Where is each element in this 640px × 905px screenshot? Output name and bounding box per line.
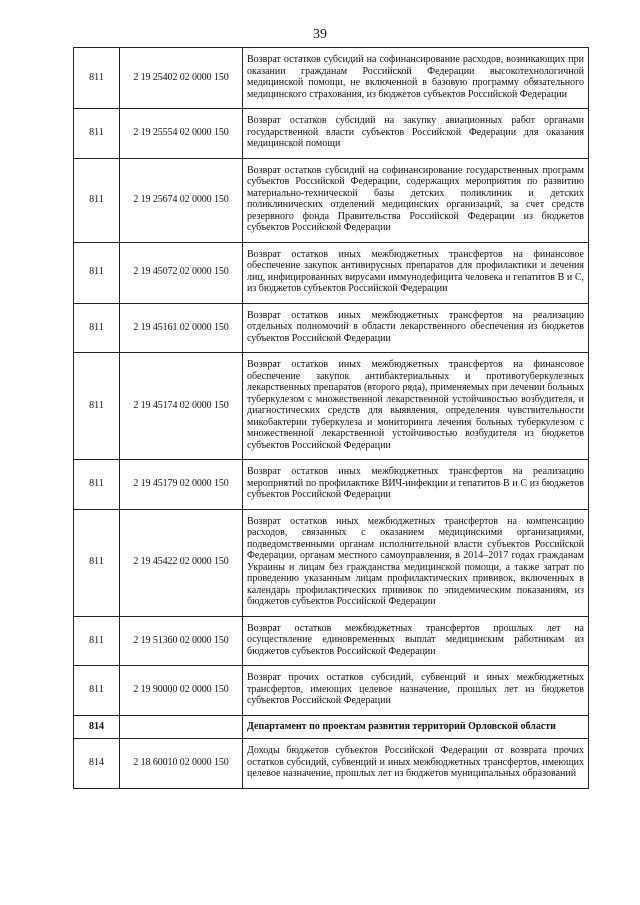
budget-code-cell: 2 19 25554 02 0000 150 [120, 109, 243, 159]
table-row [74, 353, 589, 460]
description-cell: Возврат остатков субсидий на закупку авиационных работ органами государственной власти субъектов Российской Федерации для оказания медицинской помощи [243, 109, 589, 159]
admin-code-cell: 811 [74, 509, 120, 616]
income-codes-table [73, 47, 589, 789]
table-row [74, 509, 589, 616]
description-cell: Доходы бюджетов субъектов Российской Федерации от возврата прочих остатков субсидий, субвенций и иных межбюджетных трансфертов, имеющих целевое назначение, прошлых лет из бюджетов муниципальных образований [243, 739, 589, 789]
description-cell: Возврат остатков иных межбюджетных трансфертов на финансовое обеспечение закупок антивирусных препаратов для профилактики и лечения лиц, инфицированных вирусами иммунодефицита человека и гепатитов В и С, из бюджетов субъектов Российской Федерации [243, 242, 589, 303]
budget-code-cell: 2 18 60010 02 0000 150 [120, 739, 243, 789]
admin-code-cell: 814 [74, 739, 120, 789]
budget-code-cell [120, 715, 243, 739]
table-row [74, 158, 589, 242]
table-row [74, 48, 589, 109]
table-row [74, 242, 589, 303]
description-cell: Возврат остатков межбюджетных трансфертов прошлых лет на осуществление единовременных выплат медицинским работникам из бюджетов субъектов Российской Федерации [243, 616, 589, 666]
table-row [74, 303, 589, 353]
admin-code-cell: 811 [74, 242, 120, 303]
budget-code-cell: 2 19 45072 02 0000 150 [120, 242, 243, 303]
admin-code-cell: 811 [74, 48, 120, 109]
description-cell: Возврат остатков иных межбюджетных трансфертов на финансовое обеспечение закупок антибактериальных и противотуберкулезных лекарственных препаратов (второго ряда), применяемых при лечении больных туберкулезом с множественной лекарственной устойчивостью возбудителя, и диагностических средств для выявления, определения чувствительности микобактерии туберкулеза и мониторинга лечения больных туберкулезом с множественной лекарственной устойчивостью возбудителя из бюджетов субъектов Российской Федерации [243, 353, 589, 460]
admin-code-cell: 811 [74, 460, 120, 510]
admin-code-cell: 811 [74, 666, 120, 716]
admin-code-cell: 811 [74, 158, 120, 242]
admin-code-cell: 814 [74, 715, 120, 739]
table-row [74, 666, 589, 716]
budget-code-cell: 2 19 25402 02 0000 150 [120, 48, 243, 109]
table-row [74, 739, 589, 789]
admin-code-cell: 811 [74, 616, 120, 666]
budget-code-cell: 2 19 45161 02 0000 150 [120, 303, 243, 353]
budget-code-cell: 2 19 45174 02 0000 150 [120, 353, 243, 460]
admin-code-cell: 811 [74, 353, 120, 460]
description-cell: Возврат остатков субсидий на софинансирование государственных программ субъектов Российской Федерации, содержащих мероприятия по развитию материально-технической базы детских поликлиник и детских поликлинических отделений медицинских организаций, за счет средств резервного фонда Правительства Российской Федерации из бюджетов субъектов Российской Федерации [243, 158, 589, 242]
budget-code-cell: 2 19 25674 02 0000 150 [120, 158, 243, 242]
table-row [74, 616, 589, 666]
page-number: 39 [313, 27, 327, 42]
table-row [74, 109, 589, 159]
description-cell: Возврат прочих остатков субсидий, субвенций и иных межбюджетных трансфертов, имеющих целевое назначение, прошлых лет из бюджетов субъектов Российской Федерации [243, 666, 589, 716]
admin-code-cell: 811 [74, 109, 120, 159]
description-cell: Возврат остатков иных межбюджетных трансфертов на реализацию отдельных полномочий в области лекарственного обеспечения из бюджетов субъектов Российской Федерации [243, 303, 589, 353]
description-cell: Возврат остатков иных межбюджетных трансфертов на реализацию мероприятий по профилактике ВИЧ-инфекции и гепатитов В и С из бюджетов субъектов Российской Федерации [243, 460, 589, 510]
section-title-cell: Департамент по проектам развития территорий Орловской области [243, 715, 589, 739]
description-cell: Возврат остатков субсидий на софинансирование расходов, возникающих при оказании гражданам Российской Федерации высокотехнологичной медицинской помощи, не включенной в базовую программу обязательного медицинского страхования, из бюджетов субъектов Российской Федерации [243, 48, 589, 109]
budget-code-cell: 2 19 45179 02 0000 150 [120, 460, 243, 510]
budget-code-cell: 2 19 90000 02 0000 150 [120, 666, 243, 716]
admin-code-cell: 811 [74, 303, 120, 353]
section-header-row [74, 715, 589, 739]
description-cell: Возврат остатков иных межбюджетных трансфертов на компенсацию расходов, связанных с оказанием медицинскими организациями, подведомственными органам исполнительной власти субъектов Российской Федерации, органам местного самоуправления, в 2014–2017 годах гражданам Украины и лицам без гражданства медицинской помощи, а также затрат по проведению указанным лицам профилактических прививок, включенных в календарь профилактических прививок по эпидемическим показаниям, из бюджетов субъектов Российской Федерации [243, 509, 589, 616]
budget-code-cell: 2 19 45422 02 0000 150 [120, 509, 243, 616]
table-row [74, 460, 589, 510]
budget-code-cell: 2 19 51360 02 0000 150 [120, 616, 243, 666]
